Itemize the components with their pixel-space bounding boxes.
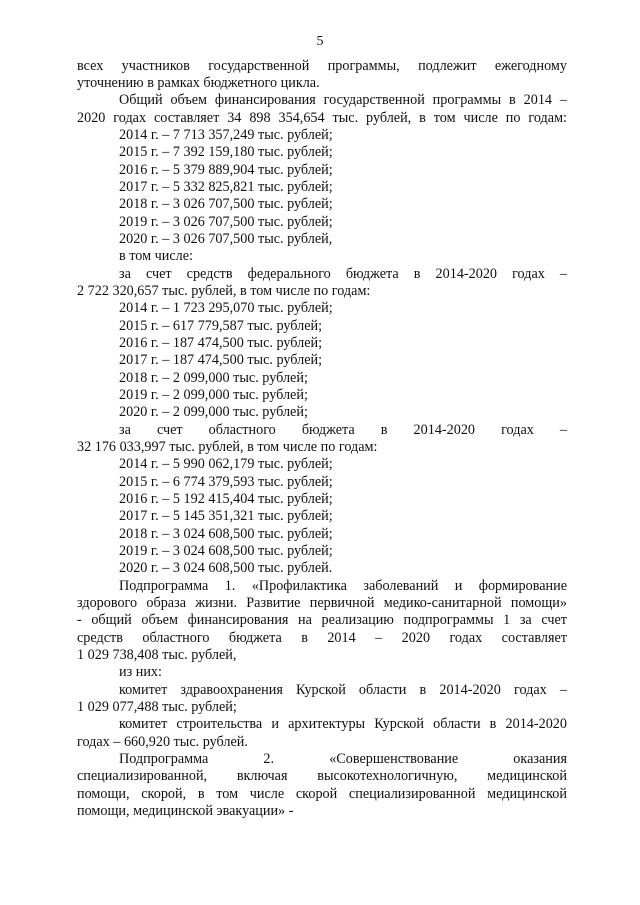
year-amount-line: 2020 г. – 2 099,000 тыс. рублей;: [119, 404, 308, 420]
page-number: 5: [316, 34, 324, 49]
year-amount-line: 2014 г. – 1 723 295,070 тыс. рублей;: [119, 300, 333, 316]
year-amount-line: 2016 г. – 187 474,500 тыс. рублей;: [119, 335, 323, 351]
year-amount-line: 2019 г. – 2 099,000 тыс. рублей;: [119, 387, 308, 403]
year-amount-line: 2014 г. – 7 713 357,249 тыс. рублей;: [119, 127, 333, 143]
year-amount-line: 2016 г. – 5 379 889,904 тыс. рублей;: [119, 162, 333, 178]
text-line: 1 029 738,408 тыс. рублей,: [77, 647, 237, 663]
paragraph-start-line: Подпрограмма 2. «Совершенствование оказания: [119, 751, 567, 767]
paragraph-start-line: Общий объем финансирования государственной программы в 2014 –: [119, 92, 567, 108]
paragraph-start-line: Подпрограмма 1. «Профилактика заболеваний и формирование: [119, 578, 567, 594]
text-line: уточнению в рамках бюджетного цикла.: [77, 75, 320, 91]
paragraph-start-line: за счет средств федерального бюджета в 2014-2020 годах –: [119, 266, 567, 282]
year-amount-line: 2019 г. – 3 026 707,500 тыс. рублей;: [119, 214, 333, 230]
text-line: годах – 660,920 тыс. рублей.: [77, 734, 248, 750]
paragraph-start-line: за счет областного бюджета в 2014-2020 годах –: [119, 422, 567, 438]
text-line: всех участников государственной программы, подлежит ежегодному: [77, 58, 567, 74]
text-line: здорового образа жизни. Развитие первичной медико-санитарной помощи»: [77, 595, 567, 611]
year-amount-line: 2015 г. – 617 779,587 тыс. рублей;: [119, 318, 323, 334]
text-line: 32 176 033,997 тыс. рублей, в том числе по годам:: [77, 439, 378, 455]
year-amount-line: 2019 г. – 3 024 608,500 тыс. рублей;: [119, 543, 333, 559]
year-amount-line: 2016 г. – 5 192 415,404 тыс. рублей;: [119, 491, 333, 507]
paragraph-start-line: комитет здравоохранения Курской области в 2014-2020 годах –: [119, 682, 567, 698]
year-amount-line: 2018 г. – 3 026 707,500 тыс. рублей;: [119, 196, 333, 212]
paragraph-start-line: комитет строительства и архитектуры Курской области в 2014-2020: [119, 716, 567, 732]
text-line: из них:: [119, 664, 162, 680]
year-amount-line: 2018 г. – 3 024 608,500 тыс. рублей;: [119, 526, 333, 542]
text-line: 2 722 320,657 тыс. рублей, в том числе по годам:: [77, 283, 371, 299]
year-amount-line: 2017 г. – 187 474,500 тыс. рублей;: [119, 352, 323, 368]
text-line: специализированной, включая высокотехнологичную, медицинской: [77, 768, 567, 784]
text-line: 2020 годах составляет 34 898 354,654 тыс. рублей, в том числе по годам:: [77, 110, 567, 126]
text-line: 1 029 077,488 тыс. рублей;: [77, 699, 237, 715]
year-amount-line: 2020 г. – 3 026 707,500 тыс. рублей,: [119, 231, 333, 247]
year-amount-line: 2017 г. – 5 332 825,821 тыс. рублей;: [119, 179, 333, 195]
text-line: - общий объем финансирования на реализацию подпрограммы 1 за счет: [77, 612, 567, 628]
year-amount-line: 2015 г. – 6 774 379,593 тыс. рублей;: [119, 474, 333, 490]
year-amount-line: 2014 г. – 5 990 062,179 тыс. рублей;: [119, 456, 333, 472]
text-line: помощи, скорой, в том числе скорой специализированной медицинской: [77, 786, 567, 802]
text-line: помощи, медицинской эвакуации» -: [77, 803, 294, 819]
text-line: средств областного бюджета в 2014 – 2020 годах составляет: [77, 630, 567, 646]
year-amount-line: 2020 г. – 3 024 608,500 тыс. рублей.: [119, 560, 333, 576]
year-amount-line: 2015 г. – 7 392 159,180 тыс. рублей;: [119, 144, 333, 160]
text-line: в том числе:: [119, 248, 193, 264]
year-amount-line: 2018 г. – 2 099,000 тыс. рублей;: [119, 370, 308, 386]
year-amount-line: 2017 г. – 5 145 351,321 тыс. рублей;: [119, 508, 333, 524]
